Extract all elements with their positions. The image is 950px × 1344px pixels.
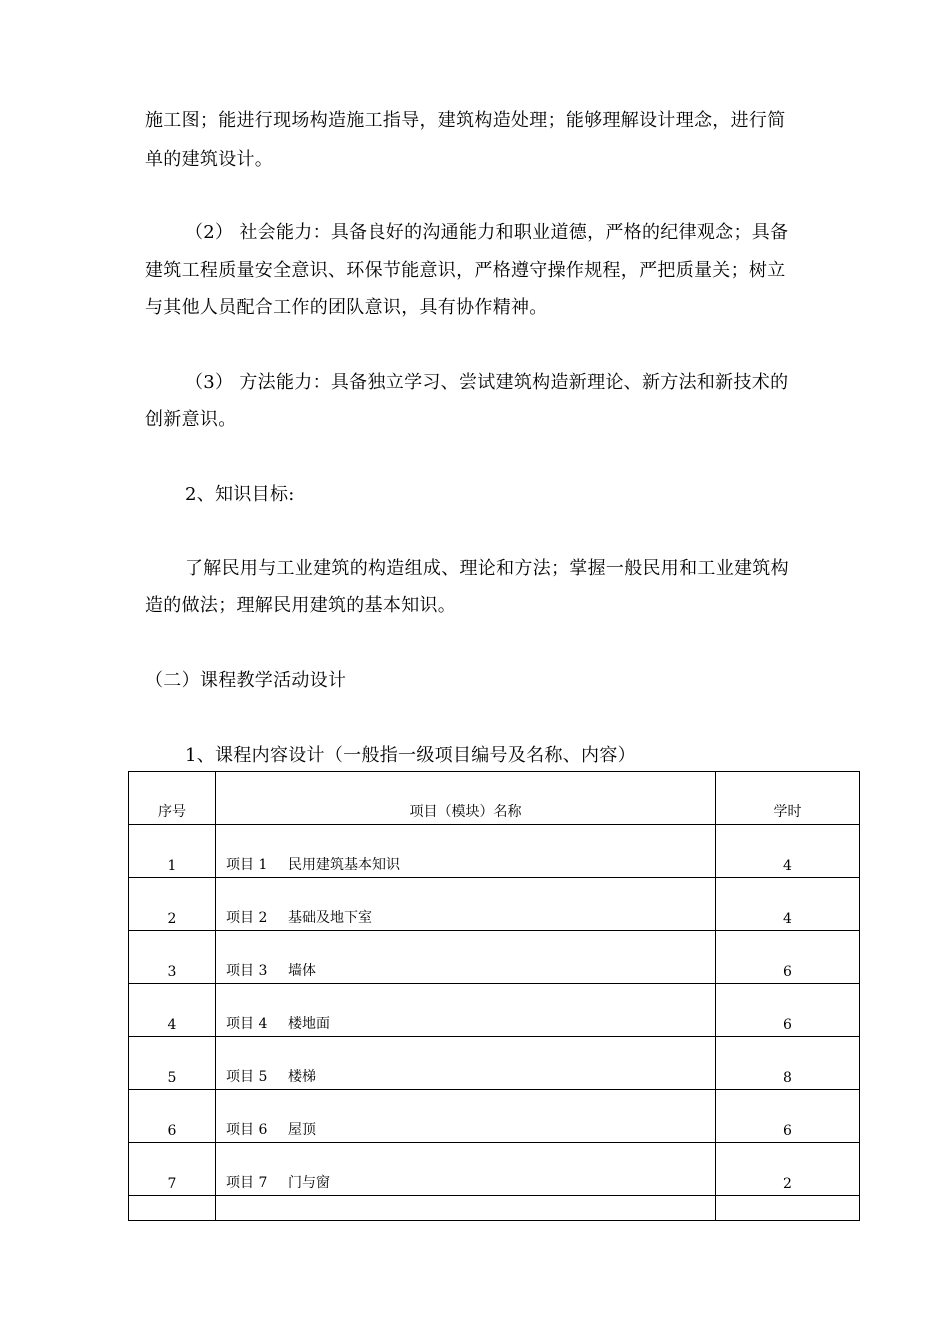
section-heading-course-activity: （二）课程教学活动设计 xyxy=(145,670,347,691)
cell-name xyxy=(216,1143,716,1196)
cell-empty xyxy=(129,1196,216,1221)
cell-no: 2 xyxy=(129,878,216,931)
table-row-empty xyxy=(129,1196,860,1221)
cell-no: 1 xyxy=(129,825,216,878)
cell-name xyxy=(216,1090,716,1143)
paragraph-line: 施工图；能进行现场构造施工指导，建筑构造处理；能够理解设计理念，进行简 xyxy=(145,110,786,131)
table-header-row xyxy=(129,772,860,825)
item-name: 楼梯 xyxy=(288,1069,316,1085)
table-row xyxy=(129,1143,860,1196)
header-no: 序号 xyxy=(129,772,216,825)
paragraph-line: 单的建筑设计。 xyxy=(145,149,274,170)
item-name: 墙体 xyxy=(288,963,316,979)
table-row xyxy=(129,878,860,931)
cell-name xyxy=(216,984,716,1037)
paragraph-line: 建筑工程质量安全意识、环保节能意识，严格遵守操作规程，严把质量关；树立 xyxy=(145,260,786,281)
section-heading-course-content: 1、课程内容设计（一般指一级项目编号及名称、内容） xyxy=(185,745,636,766)
paragraph-line: 创新意识。 xyxy=(145,409,237,430)
paragraph-line: 了解民用与工业建筑的构造组成、理论和方法；掌握一般民用和工业建筑构 xyxy=(185,558,789,579)
item-name: 屋顶 xyxy=(288,1122,316,1138)
cell-no: 3 xyxy=(129,931,216,984)
cell-hours: 4 xyxy=(716,878,860,931)
cell-hours: 6 xyxy=(716,984,860,1037)
cell-empty xyxy=(216,1196,716,1221)
cell-hours: 6 xyxy=(716,931,860,984)
table-row xyxy=(129,1090,860,1143)
cell-no: 5 xyxy=(129,1037,216,1090)
paragraph-line: 造的做法；理解民用建筑的基本知识。 xyxy=(145,595,457,616)
table-row xyxy=(129,825,860,878)
paragraph-line: （3） 方法能力：具备独立学习、尝试建筑构造新理论、新方法和新技术的 xyxy=(185,372,789,393)
cell-empty xyxy=(716,1196,860,1221)
item-number: 项目 7 xyxy=(226,1175,268,1191)
item-number: 项目 2 xyxy=(226,910,268,926)
item-number: 项目 6 xyxy=(226,1122,268,1138)
paragraph-line: （2） 社会能力：具备良好的沟通能力和职业道德，严格的纪律观念；具备 xyxy=(185,222,789,243)
paragraph-line: 与其他人员配合工作的团队意识，具有协作精神。 xyxy=(145,297,548,318)
item-name: 民用建筑基本知识 xyxy=(288,857,400,873)
cell-name xyxy=(216,825,716,878)
table-row xyxy=(129,931,860,984)
cell-hours: 6 xyxy=(716,1090,860,1143)
table-row xyxy=(129,984,860,1037)
cell-no: 6 xyxy=(129,1090,216,1143)
cell-hours: 4 xyxy=(716,825,860,878)
item-name: 门与窗 xyxy=(288,1175,330,1191)
cell-name xyxy=(216,878,716,931)
item-number: 项目 4 xyxy=(226,1016,268,1032)
header-hours: 学时 xyxy=(716,772,860,825)
cell-no: 4 xyxy=(129,984,216,1037)
cell-name xyxy=(216,1037,716,1090)
header-name: 项目（模块）名称 xyxy=(216,772,716,825)
table-row xyxy=(129,1037,860,1090)
cell-hours: 8 xyxy=(716,1037,860,1090)
cell-hours: 2 xyxy=(716,1143,860,1196)
cell-name xyxy=(216,931,716,984)
item-number: 项目 1 xyxy=(226,857,268,873)
item-number: 项目 5 xyxy=(226,1069,268,1085)
course-content-table xyxy=(128,771,860,1221)
cell-no: 7 xyxy=(129,1143,216,1196)
item-name: 基础及地下室 xyxy=(288,910,372,926)
item-name: 楼地面 xyxy=(288,1016,330,1032)
item-number: 项目 3 xyxy=(226,963,268,979)
section-heading-knowledge: 2、知识目标: xyxy=(185,484,295,505)
